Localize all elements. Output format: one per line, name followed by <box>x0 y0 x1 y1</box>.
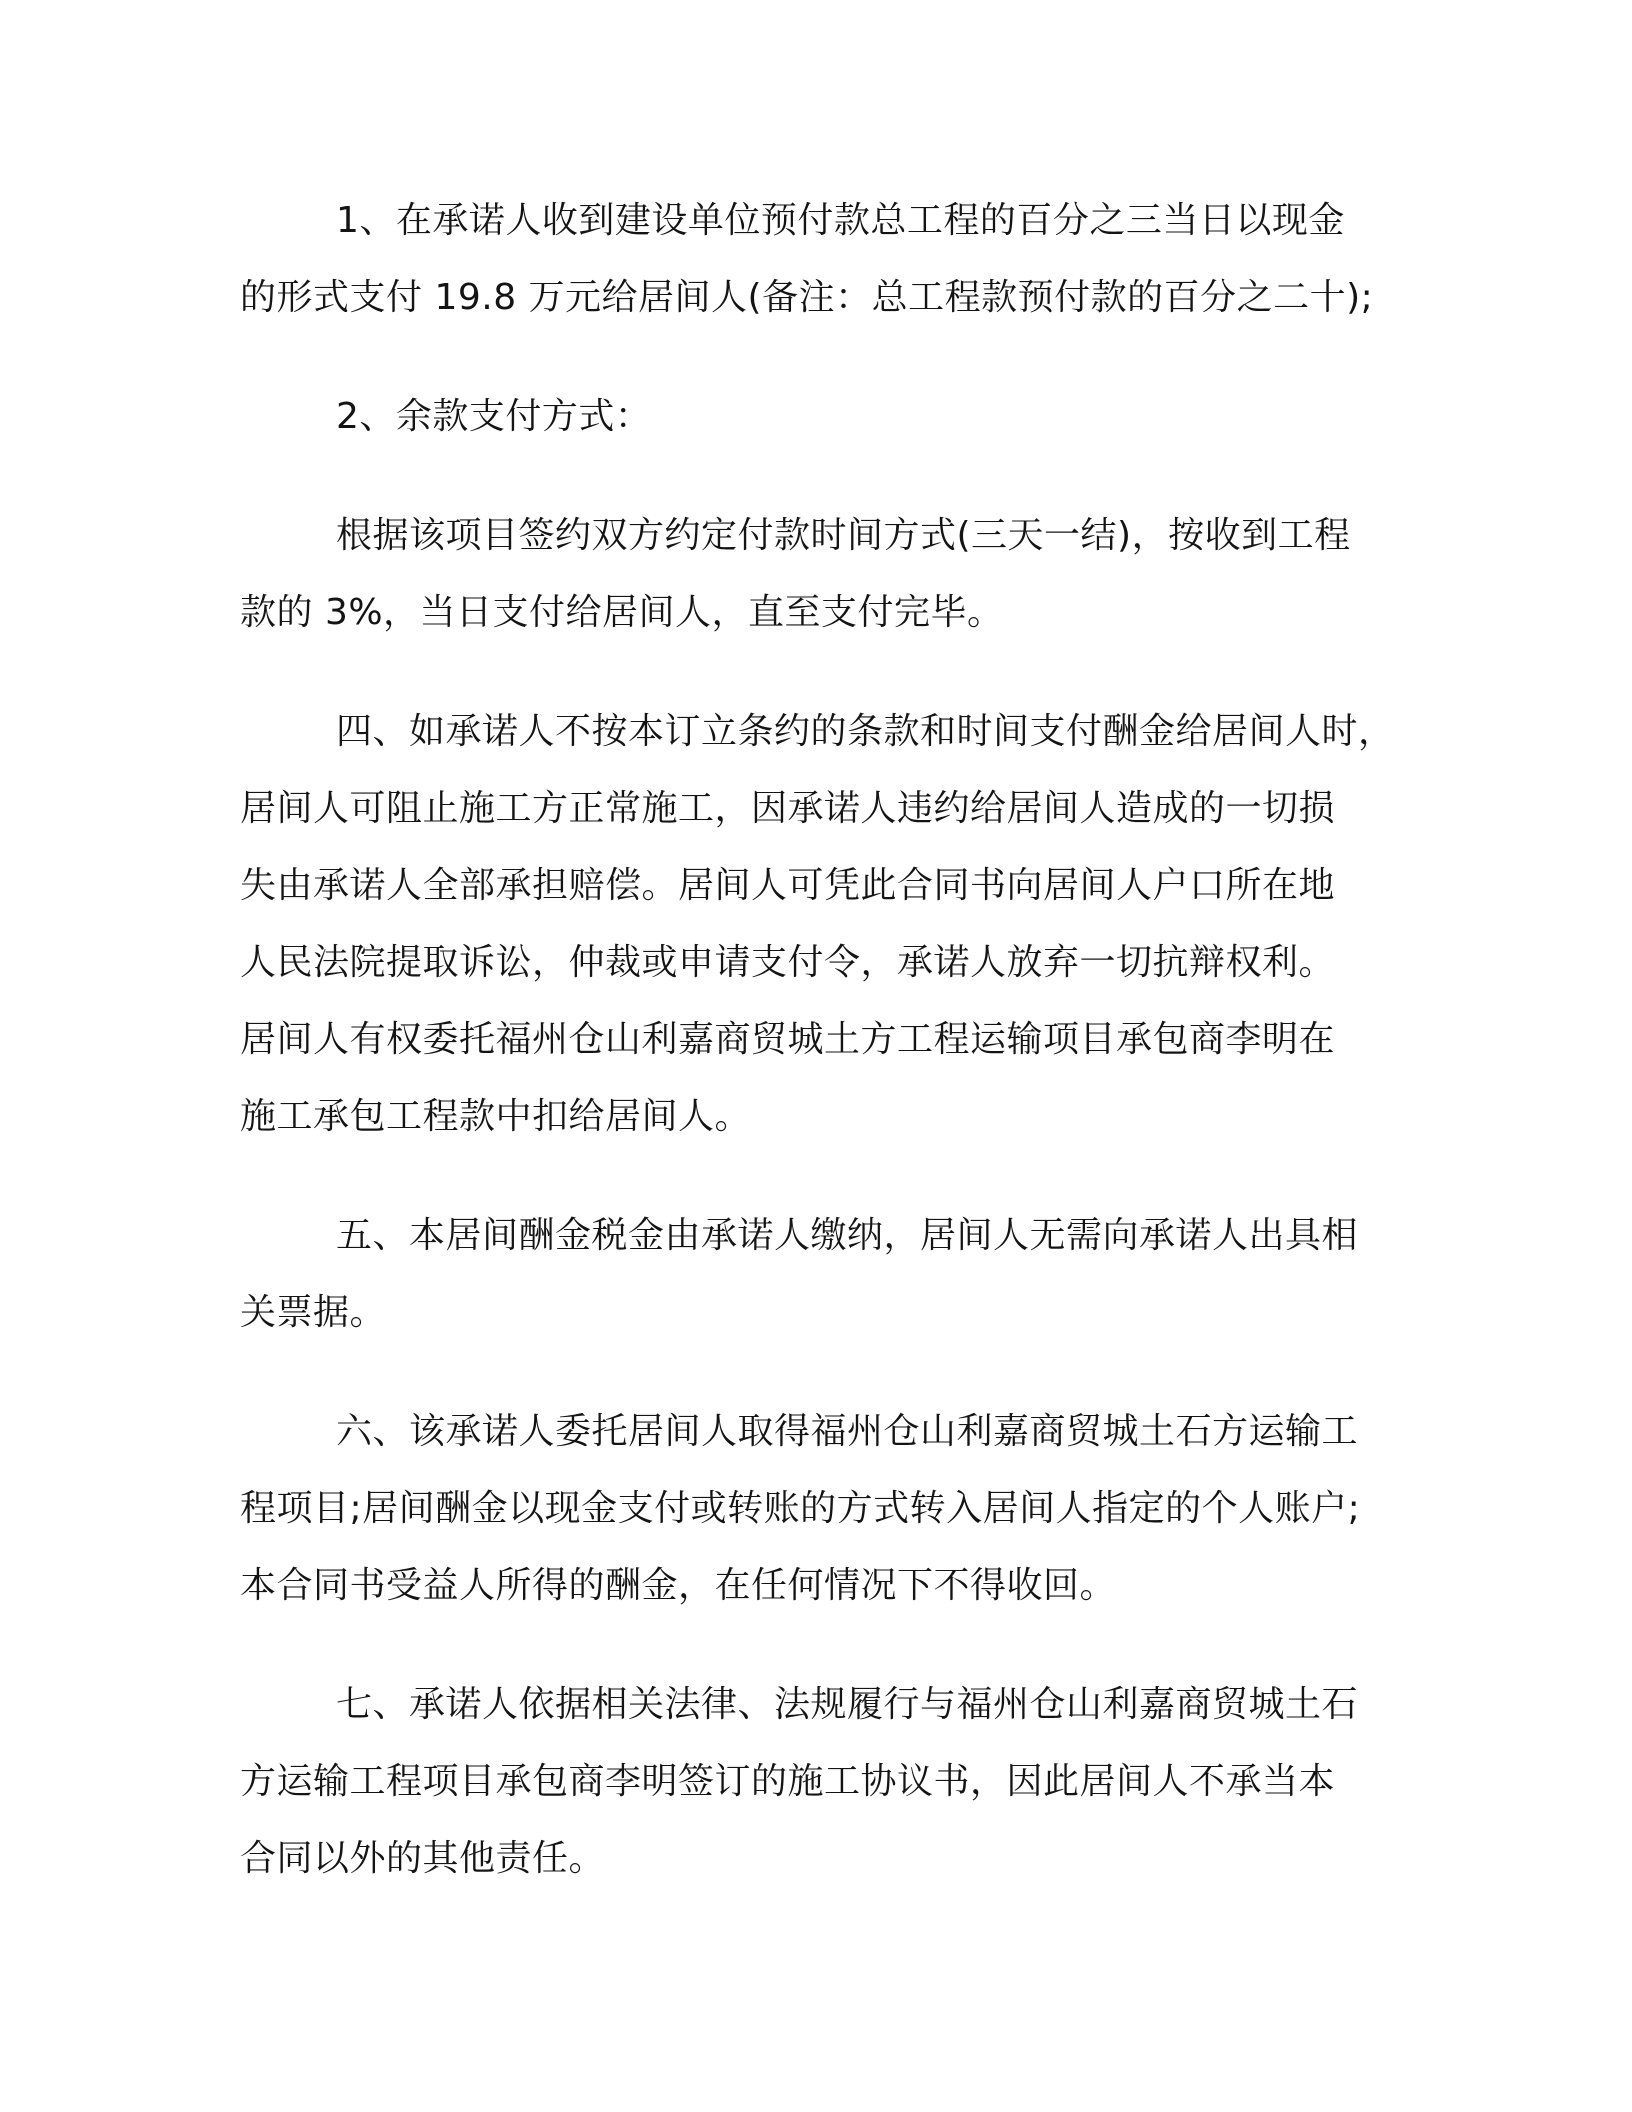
text-line: 本合同书受益人所得的酬金，在任何情况下不得收回。 <box>240 1565 1117 1606</box>
text-line: 六、该承诺人委托居间人取得福州仓山利嘉商贸城土石方运输工 <box>336 1411 1359 1452</box>
clause-2-detail-paragraph <box>240 497 1400 651</box>
text-line: 四、如承诺人不按本订立条约的条款和时间支付酬金给居间人时， <box>336 711 1395 752</box>
text-line: 五、本居间酬金税金由承诺人缴纳，居间人无需向承诺人出具相 <box>336 1215 1359 1256</box>
text-line: 施工承包工程款中扣给居间人。 <box>240 1096 752 1137</box>
text-line: 人民法院提取诉讼，仲裁或申请支付令，承诺人放弃一切抗辩权利。 <box>240 942 1336 983</box>
clause-1-paragraph <box>240 182 1400 336</box>
text-line: 七、承诺人依据相关法律、法规履行与福州仓山利嘉商贸城土石 <box>336 1684 1359 1725</box>
text-line: 程项目;居间酬金以现金支付或转账的方式转入居间人指定的个人账户; <box>240 1488 1361 1529</box>
clause-2-paragraph <box>240 378 1400 455</box>
text-line: 失由承诺人全部承担赔偿。居间人可凭此合同书向居间人户口所在地 <box>240 865 1336 906</box>
clause-five-paragraph <box>240 1197 1400 1351</box>
text-line: 1、在承诺人收到建设单位预付款总工程的百分之三当日以现金 <box>336 200 1345 241</box>
text-line: 关票据。 <box>240 1292 387 1333</box>
text-line: 2、余款支付方式： <box>336 396 652 437</box>
clause-six-paragraph <box>240 1393 1400 1624</box>
text-line: 居间人有权委托福州仓山利嘉商贸城土方工程运输项目承包商李明在 <box>240 1019 1336 1060</box>
text-line: 根据该项目签约双方约定付款时间方式(三天一结)，按收到工程 <box>336 515 1351 556</box>
text-line: 款的 3%，当日支付给居间人，直至支付完毕。 <box>240 592 1004 633</box>
text-line: 居间人可阻止施工方正常施工，因承诺人违约给居间人造成的一切损 <box>240 788 1336 829</box>
clause-seven-paragraph <box>240 1666 1400 1897</box>
text-line: 方运输工程项目承包商李明签订的施工协议书，因此居间人不承当本 <box>240 1761 1336 1802</box>
text-line: 合同以外的其他责任。 <box>240 1838 606 1879</box>
document-body <box>240 182 1400 1939</box>
text-line: 的形式支付 19.8 万元给居间人(备注：总工程款预付款的百分之二十); <box>240 277 1374 318</box>
clause-four-paragraph <box>240 693 1400 1155</box>
